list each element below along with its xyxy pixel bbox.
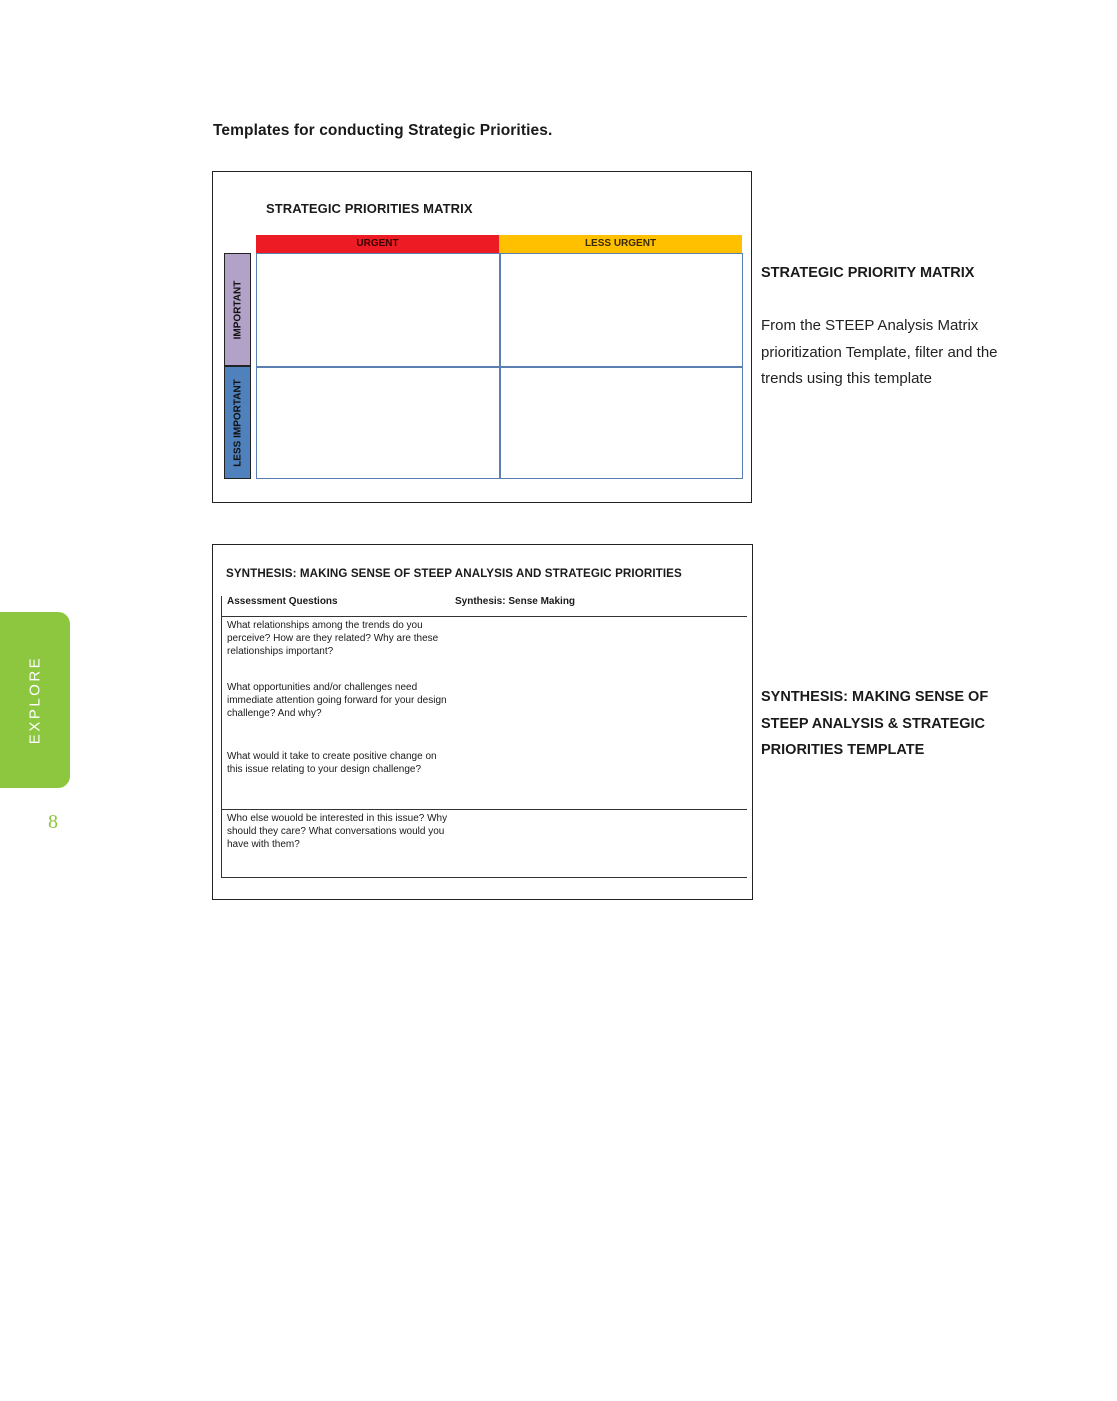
synthesis-col-sense-making: Synthesis: Sense Making — [455, 596, 576, 607]
matrix-col-urgent: URGENT — [256, 235, 499, 253]
side-body-matrix: From the STEEP Analysis Matrix prioritization Template, filter and the trends using this template — [761, 317, 998, 387]
matrix-row-less-important-label: LESS IMPORTANT — [232, 378, 243, 467]
synthesis-question-3: What would it take to create positive change on this issue relating to your design challenge? — [227, 751, 437, 776]
synthesis-col-questions: Assessment Questions — [227, 596, 338, 607]
synthesis-question-1: What relationships among the trends do you perceive? How are they related? Why are these relationships important? — [227, 620, 439, 658]
section-tab-label: EXPLORE — [26, 655, 44, 745]
synthesis-question-2: What opportunities and/or challenges need immediate attention going forward for your design challenge? And why? — [227, 682, 447, 720]
matrix-title: STRATEGIC PRIORITIES MATRIX — [266, 201, 473, 216]
side-title-matrix: STRATEGIC PRIORITY MATRIX — [761, 265, 975, 281]
synthesis-bottom-rule — [221, 877, 747, 878]
matrix-grid — [256, 253, 743, 479]
matrix-row-important — [224, 253, 251, 366]
synthesis-question-4: Who else wouold be interested in this issue? Why should they care? What conversations would you have with them? — [227, 813, 448, 851]
page-heading: Templates for conducting Strategic Priorities. — [213, 122, 553, 139]
matrix-grid-horizontal-divider — [257, 366, 742, 368]
synthesis-title: SYNTHESIS: MAKING SENSE OF STEEP ANALYSIS AND STRATEGIC PRIORITIES — [226, 567, 682, 580]
side-title-synthesis-line-1: SYNTHESIS: MAKING SENSE OF — [761, 689, 989, 705]
synthesis-left-rule — [221, 596, 222, 877]
side-title-synthesis-line-3: PRIORITIES TEMPLATE — [761, 742, 925, 758]
matrix-col-less-urgent: LESS URGENT — [499, 235, 742, 253]
side-title-synthesis-line-2: STEEP ANALYSIS & STRATEGIC — [761, 715, 985, 732]
page-number: 8 — [48, 811, 58, 833]
matrix-row-less-important — [224, 366, 251, 479]
matrix-row-important-label: IMPORTANT — [232, 280, 243, 339]
synthesis-row-rule — [221, 809, 747, 810]
side-title-synthesis — [761, 684, 1021, 764]
synthesis-header-rule — [221, 616, 747, 617]
section-tab-explore — [0, 612, 70, 788]
